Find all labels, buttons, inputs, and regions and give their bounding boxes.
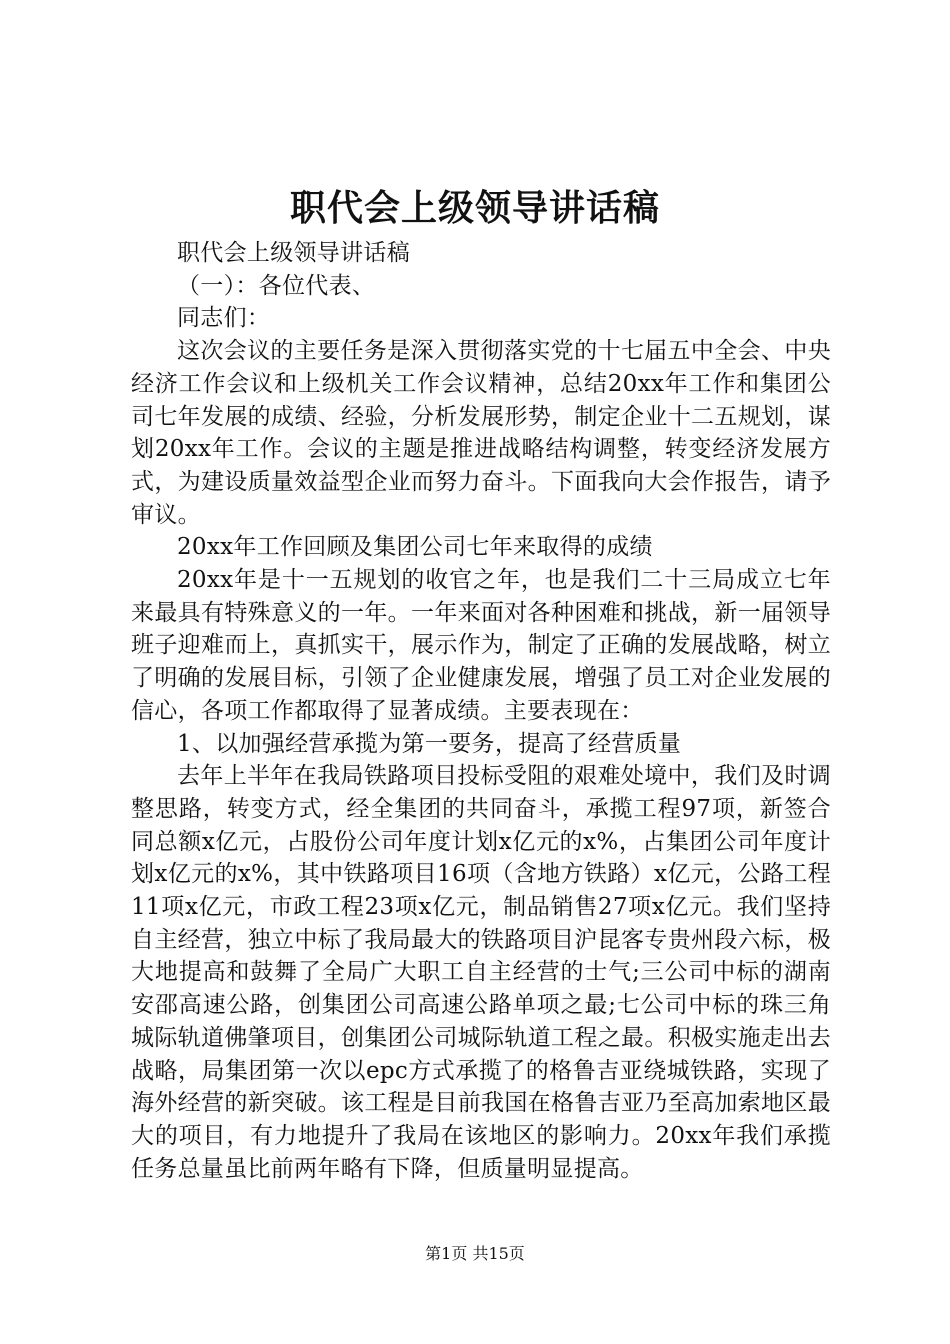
document-body xyxy=(131,237,831,1185)
paragraph-details: 去年上半年在我局铁路项目投标受阻的艰难处境中，我们及时调整思路，转变方式，经全集团的共同奋斗，承揽工程97项，新签合同总额x亿元，占股份公司年度计划x亿元的x%，占集团公司年度计划x亿元的x%，其中铁路项目16项（含地方铁路）x亿元，公路工程11项x亿元，市政工程23项x亿元，制品销售27项x亿元。我们坚持自主经营，独立中标了我局最大的铁路项目沪昆客专贵州段六标，极大地提高和鼓舞了全局广大职工自主经营的士气;三公司中标的湖南安邵高速公路，创集团公司高速公路单项之最;七公司中标的珠三角城际轨道佛肇项目，创集团公司城际轨道工程之最。积极实施走出去战略，局集团第一次以epc方式承揽了的格鲁吉亚绕城铁路，实现了海外经营的新突破。该工程是目前我国在格鲁吉亚乃至高加索地区最大的项目，有力地提升了我局在该地区的影响力。20xx年我们承揽任务总量虽比前两年略有下降，但质量明显提高。 xyxy=(131,763,831,1182)
subsection-heading: 1、以加强经营承揽为第一要务，提高了经营质量 xyxy=(177,730,682,757)
section-heading: 20xx年工作回顾及集团公司七年来取得的成绩 xyxy=(177,534,653,561)
paragraph-salutation-2: 同志们： xyxy=(177,305,271,332)
paragraph-salutation-1: （一）：各位代表、 xyxy=(177,272,376,299)
page-footer: 第1页 共15页 xyxy=(425,1244,525,1263)
document-title: 职代会上级领导讲话稿 xyxy=(289,187,660,229)
paragraph-subtitle: 职代会上级领导讲话稿 xyxy=(177,240,410,266)
paragraph-intro: 这次会议的主要任务是深入贯彻落实党的十七届五中全会、中央经济工作会议和上级机关工作会议精神，总结20xx年工作和集团公司七年发展的成绩、经验，分析发展形势，制定企业十二五规划，谋划20xx年工作。会议的主题是推进战略结构调整，转变经济发展方式，为建设质量效益型企业而努力奋斗。下面我向大会作报告，请予审议。 xyxy=(131,338,831,528)
paragraph-review: 20xx年是十一五规划的收官之年，也是我们二十三局成立七年来最具有特殊意义的一年。一年来面对各种困难和挑战，新一届领导班子迎难而上，真抓实干，展示作为，制定了正确的发展战略，树立了明确的发展目标，引领了企业健康发展，增强了员工对企业发展的信心，各项工作都取得了显著成绩。主要表现在： xyxy=(131,567,831,724)
